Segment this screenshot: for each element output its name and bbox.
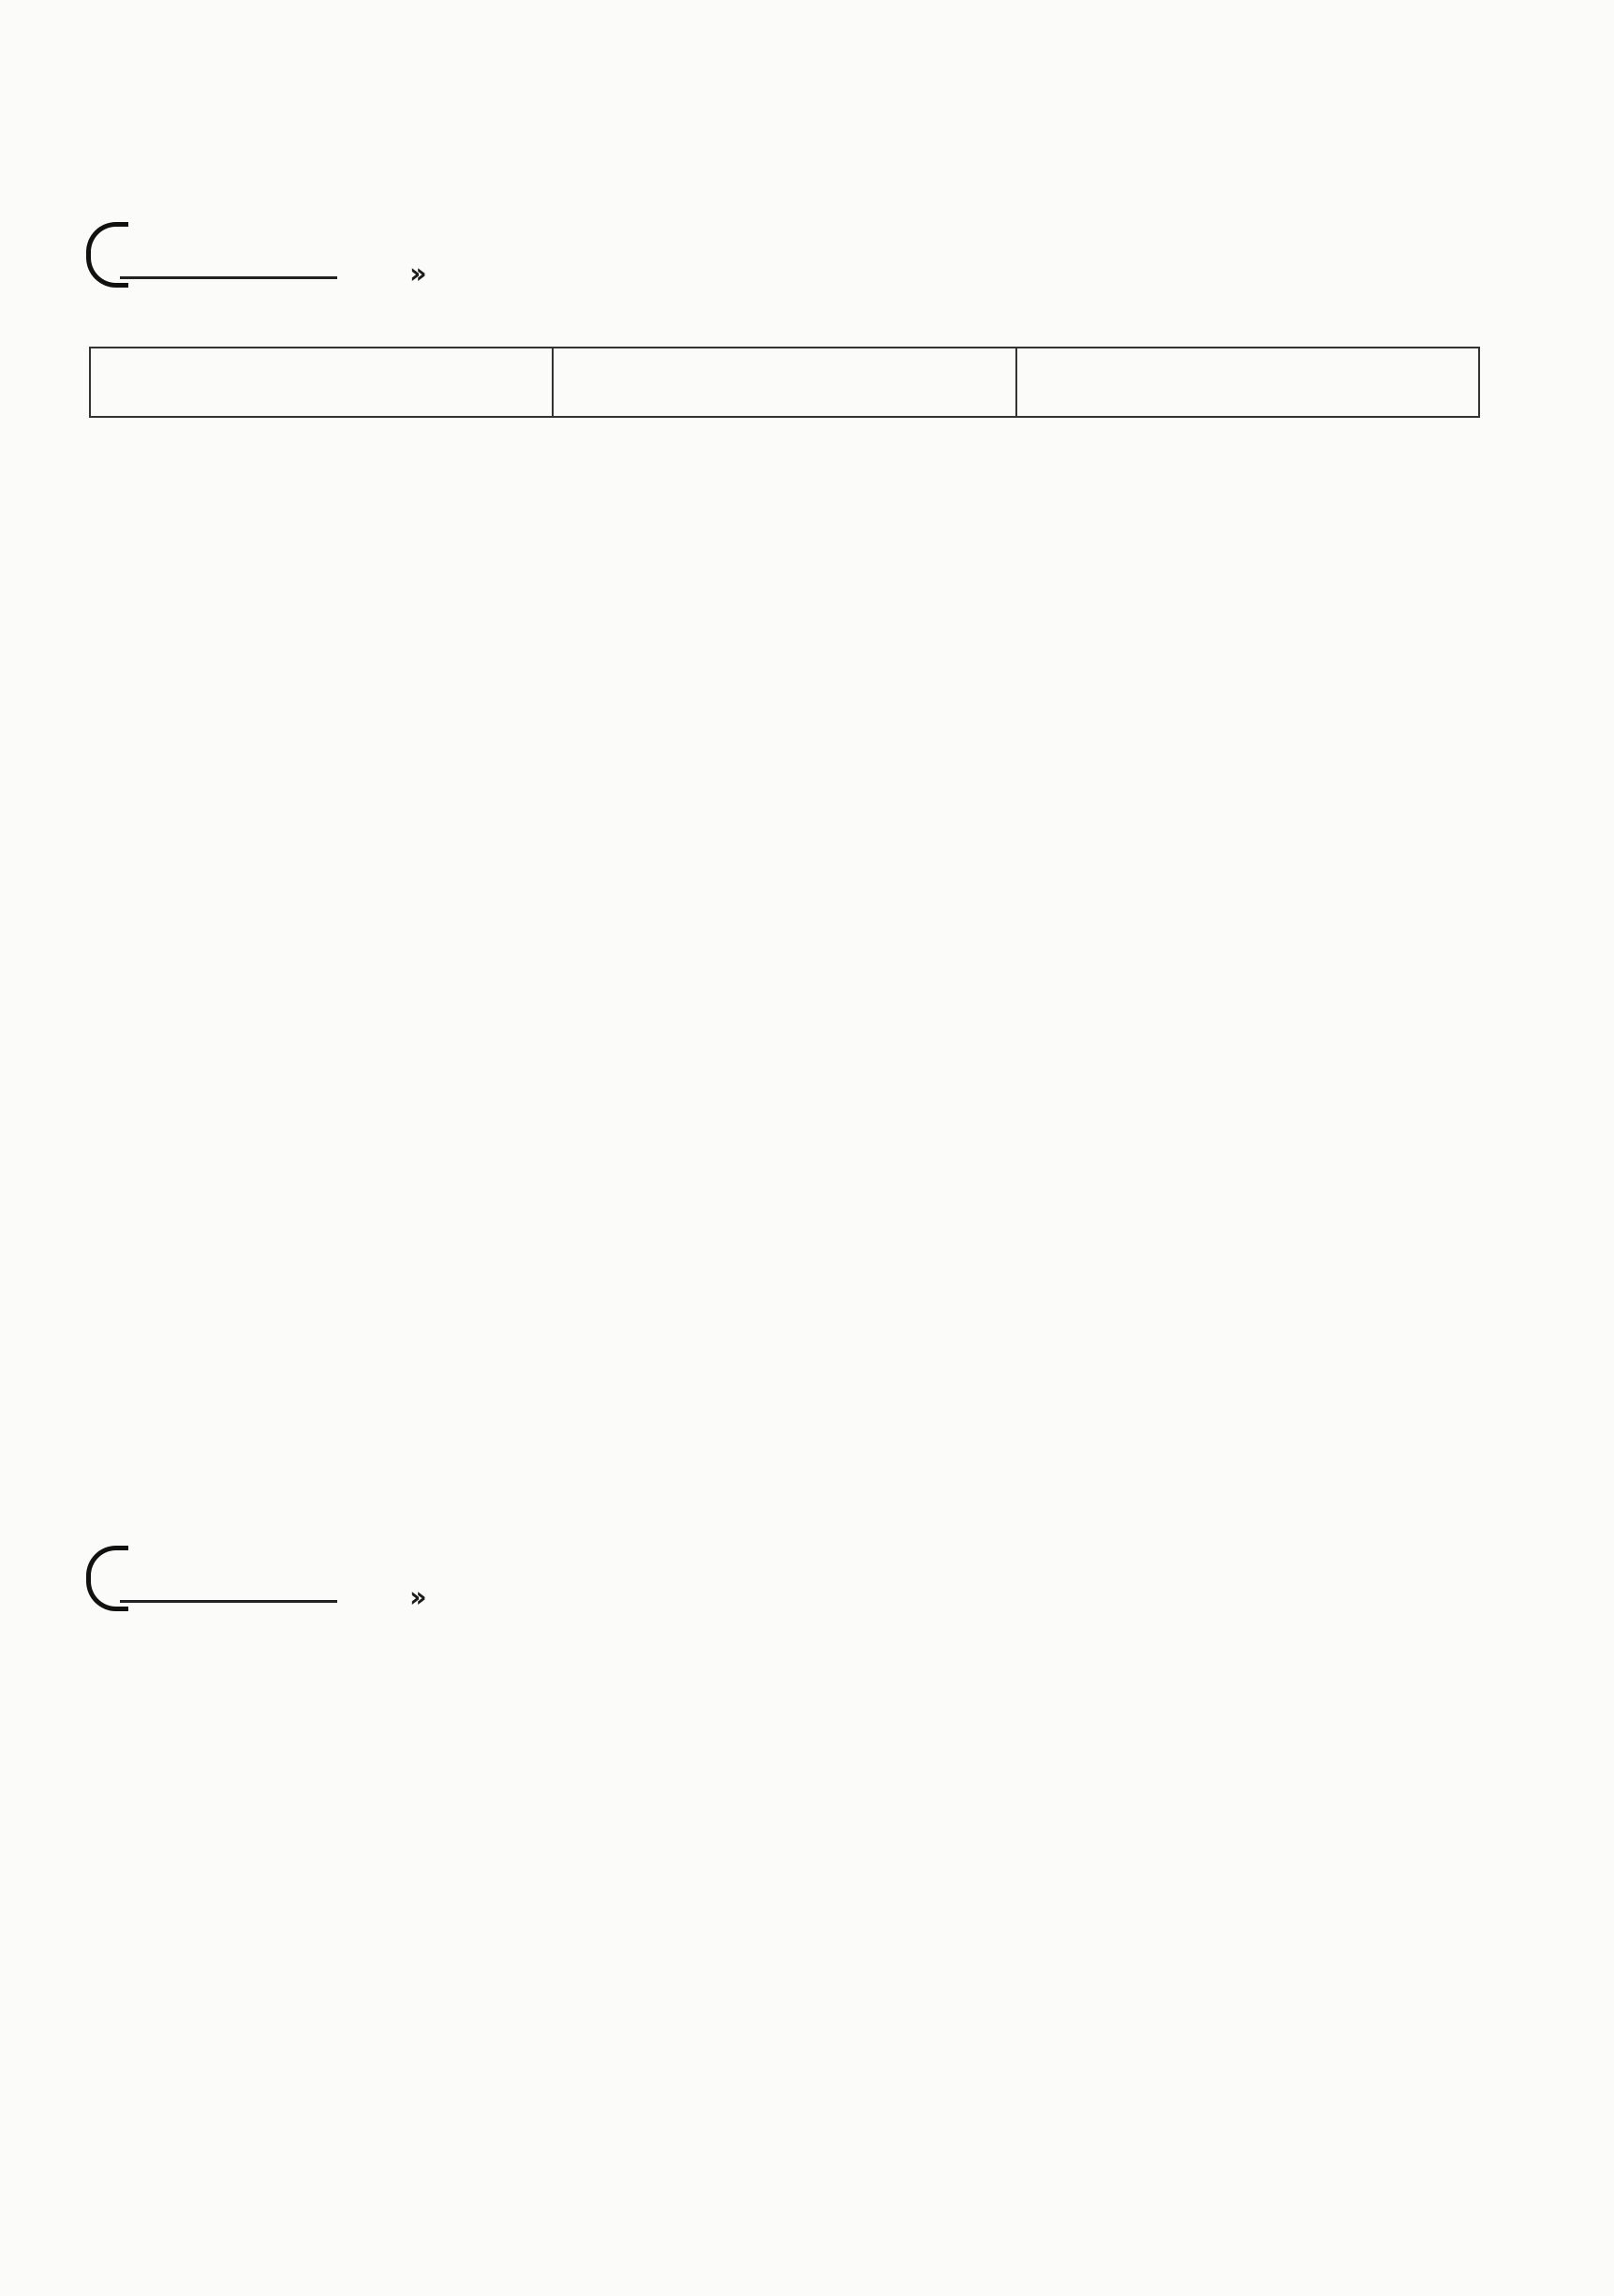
table-header (553, 348, 1015, 417)
table-header (90, 348, 553, 417)
section-badge-12 (86, 222, 422, 290)
double-chevron-icon: ›› (409, 258, 422, 290)
lesson-12-title (0, 141, 1614, 184)
measures-table (89, 347, 1480, 418)
table-header (1016, 348, 1479, 417)
section-badge-13 (86, 1546, 422, 1614)
table-header-row (90, 348, 1479, 417)
lesson-13-title (0, 1466, 1614, 1509)
double-chevron-icon: ›› (409, 1581, 422, 1614)
